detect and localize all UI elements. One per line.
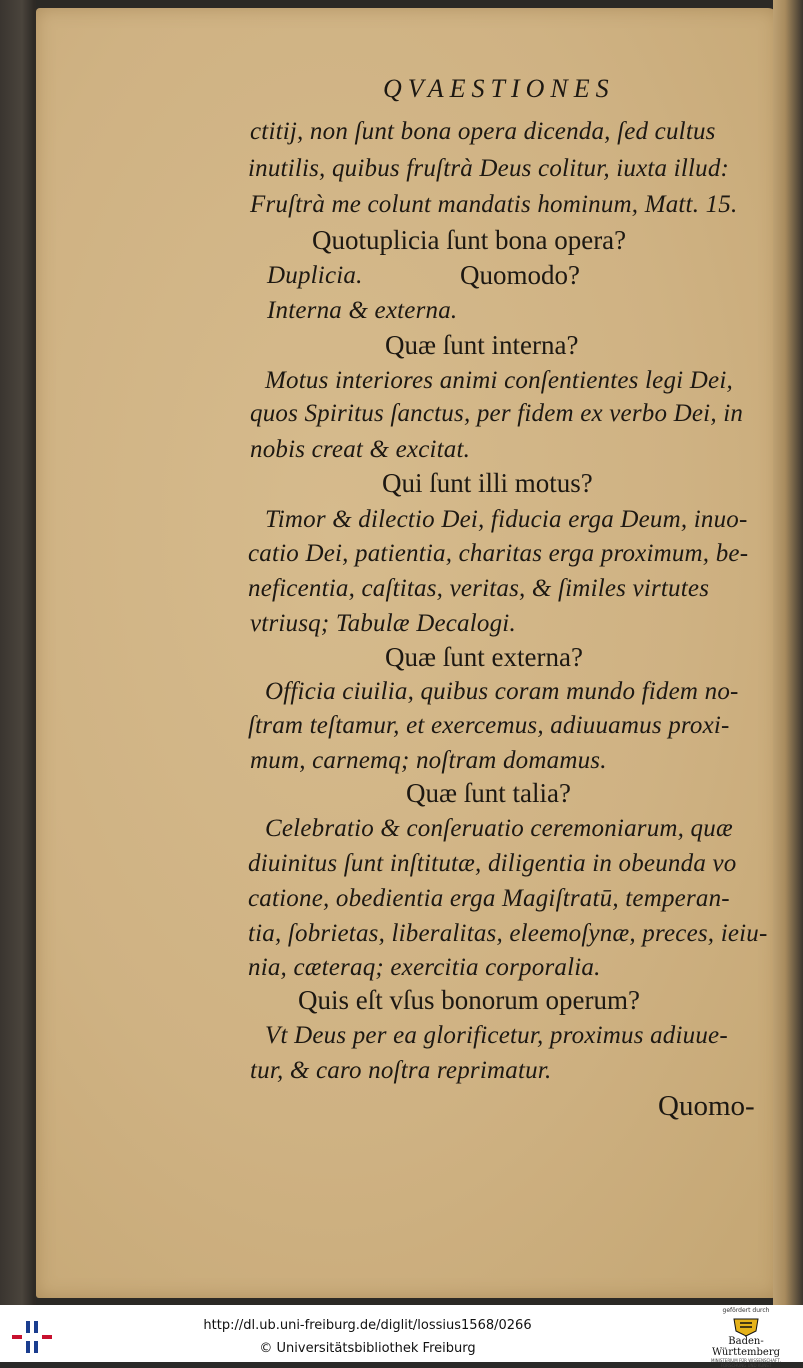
sponsor-logo [701,1307,791,1368]
catchword: Quomo- [658,1090,755,1122]
sponsor-label: gefördert durch [722,1307,770,1314]
text-line: inutilis, quibus fruſtrà Deus colitur, iuxta illud: [248,155,730,182]
running-header: QVAESTIONES [383,74,615,103]
text-line: Vt Deus per ea glorificetur, proximus adiuue- [265,1022,728,1049]
text-line: mum, carnemq; noſtram domamus. [250,747,607,774]
text-line: ſtram teſtamur, et exercemus, adiuuamus proxi- [248,712,730,739]
question-heading: Quæ ſunt talia? [406,778,571,808]
text-line: catio Dei, patientia, charitas erga proximum, be- [248,540,749,567]
text-line: tur, & caro noſtra reprimatur. [250,1057,552,1084]
state-crest-icon [732,1317,760,1337]
text-line: Timor & dilectio Dei, fiducia erga Deum, inuo- [265,506,748,533]
text-line: quos Spiritus ſanctus, per fidem ex verbo Dei, in [250,400,744,427]
copyright-text: © Universitätsbibliothek Freiburg [259,1341,476,1356]
text-line: neficentia, caſtitas, veritas, & ſimiles virtutes [248,575,710,602]
text-line: diuinitus ſunt inſtitutæ, diligentia in obeunda vo [248,850,737,877]
text-line: nia, cæteraq; exercitia corporalia. [248,954,601,981]
question-heading: Quæ ſunt interna? [385,330,579,360]
text-line: Fruſtrà me colunt mandatis hominum, Matt. 15. [250,191,738,218]
text-line: Celebratio & conſeruatio ceremoniarum, quæ [265,815,733,842]
text-line: vtriusq; Tabulæ Decalogi. [250,610,516,637]
text-line: nobis creat & excitat. [250,436,471,463]
question-heading: Quæ ſunt externa? [385,642,583,672]
viewer-footer [0,1305,803,1368]
page-edge [773,0,803,1305]
text-line: Officia ciuilia, quibus coram mundo fidem no- [265,678,739,705]
text-line: tia, ſobrietas, liberalitas, eleemoſynæ, preces, ieiu- [248,920,768,947]
text-line: Interna & externa. [267,297,458,324]
question-heading: Quis eſt vſus bonorum operum? [298,985,640,1015]
text-line: Duplicia. [267,262,363,289]
document-url-link[interactable]: http://dl.ub.uni-freiburg.de/diglit/lossius1568/0266 [203,1318,532,1333]
sponsor-name: Baden-Württemberg [711,1336,781,1358]
text-line: Motus interiores animi conſentientes legi Dei, [265,367,733,394]
text-line: ctitij, non ſunt bona opera dicenda, ſed cultus [250,118,716,145]
question-heading: Quomodo? [460,260,580,290]
question-heading: Quotuplicia ſunt bona opera? [312,225,627,255]
sponsor-subtitle: MINISTERIUM FÜR WISSENSCHAFT, FORSCHUNG UND KUNST [711,1358,781,1368]
question-heading: Qui ſunt illi motus? [382,468,593,498]
text-line: catione, obedientia erga Magiſtratū, temperan- [248,885,730,912]
